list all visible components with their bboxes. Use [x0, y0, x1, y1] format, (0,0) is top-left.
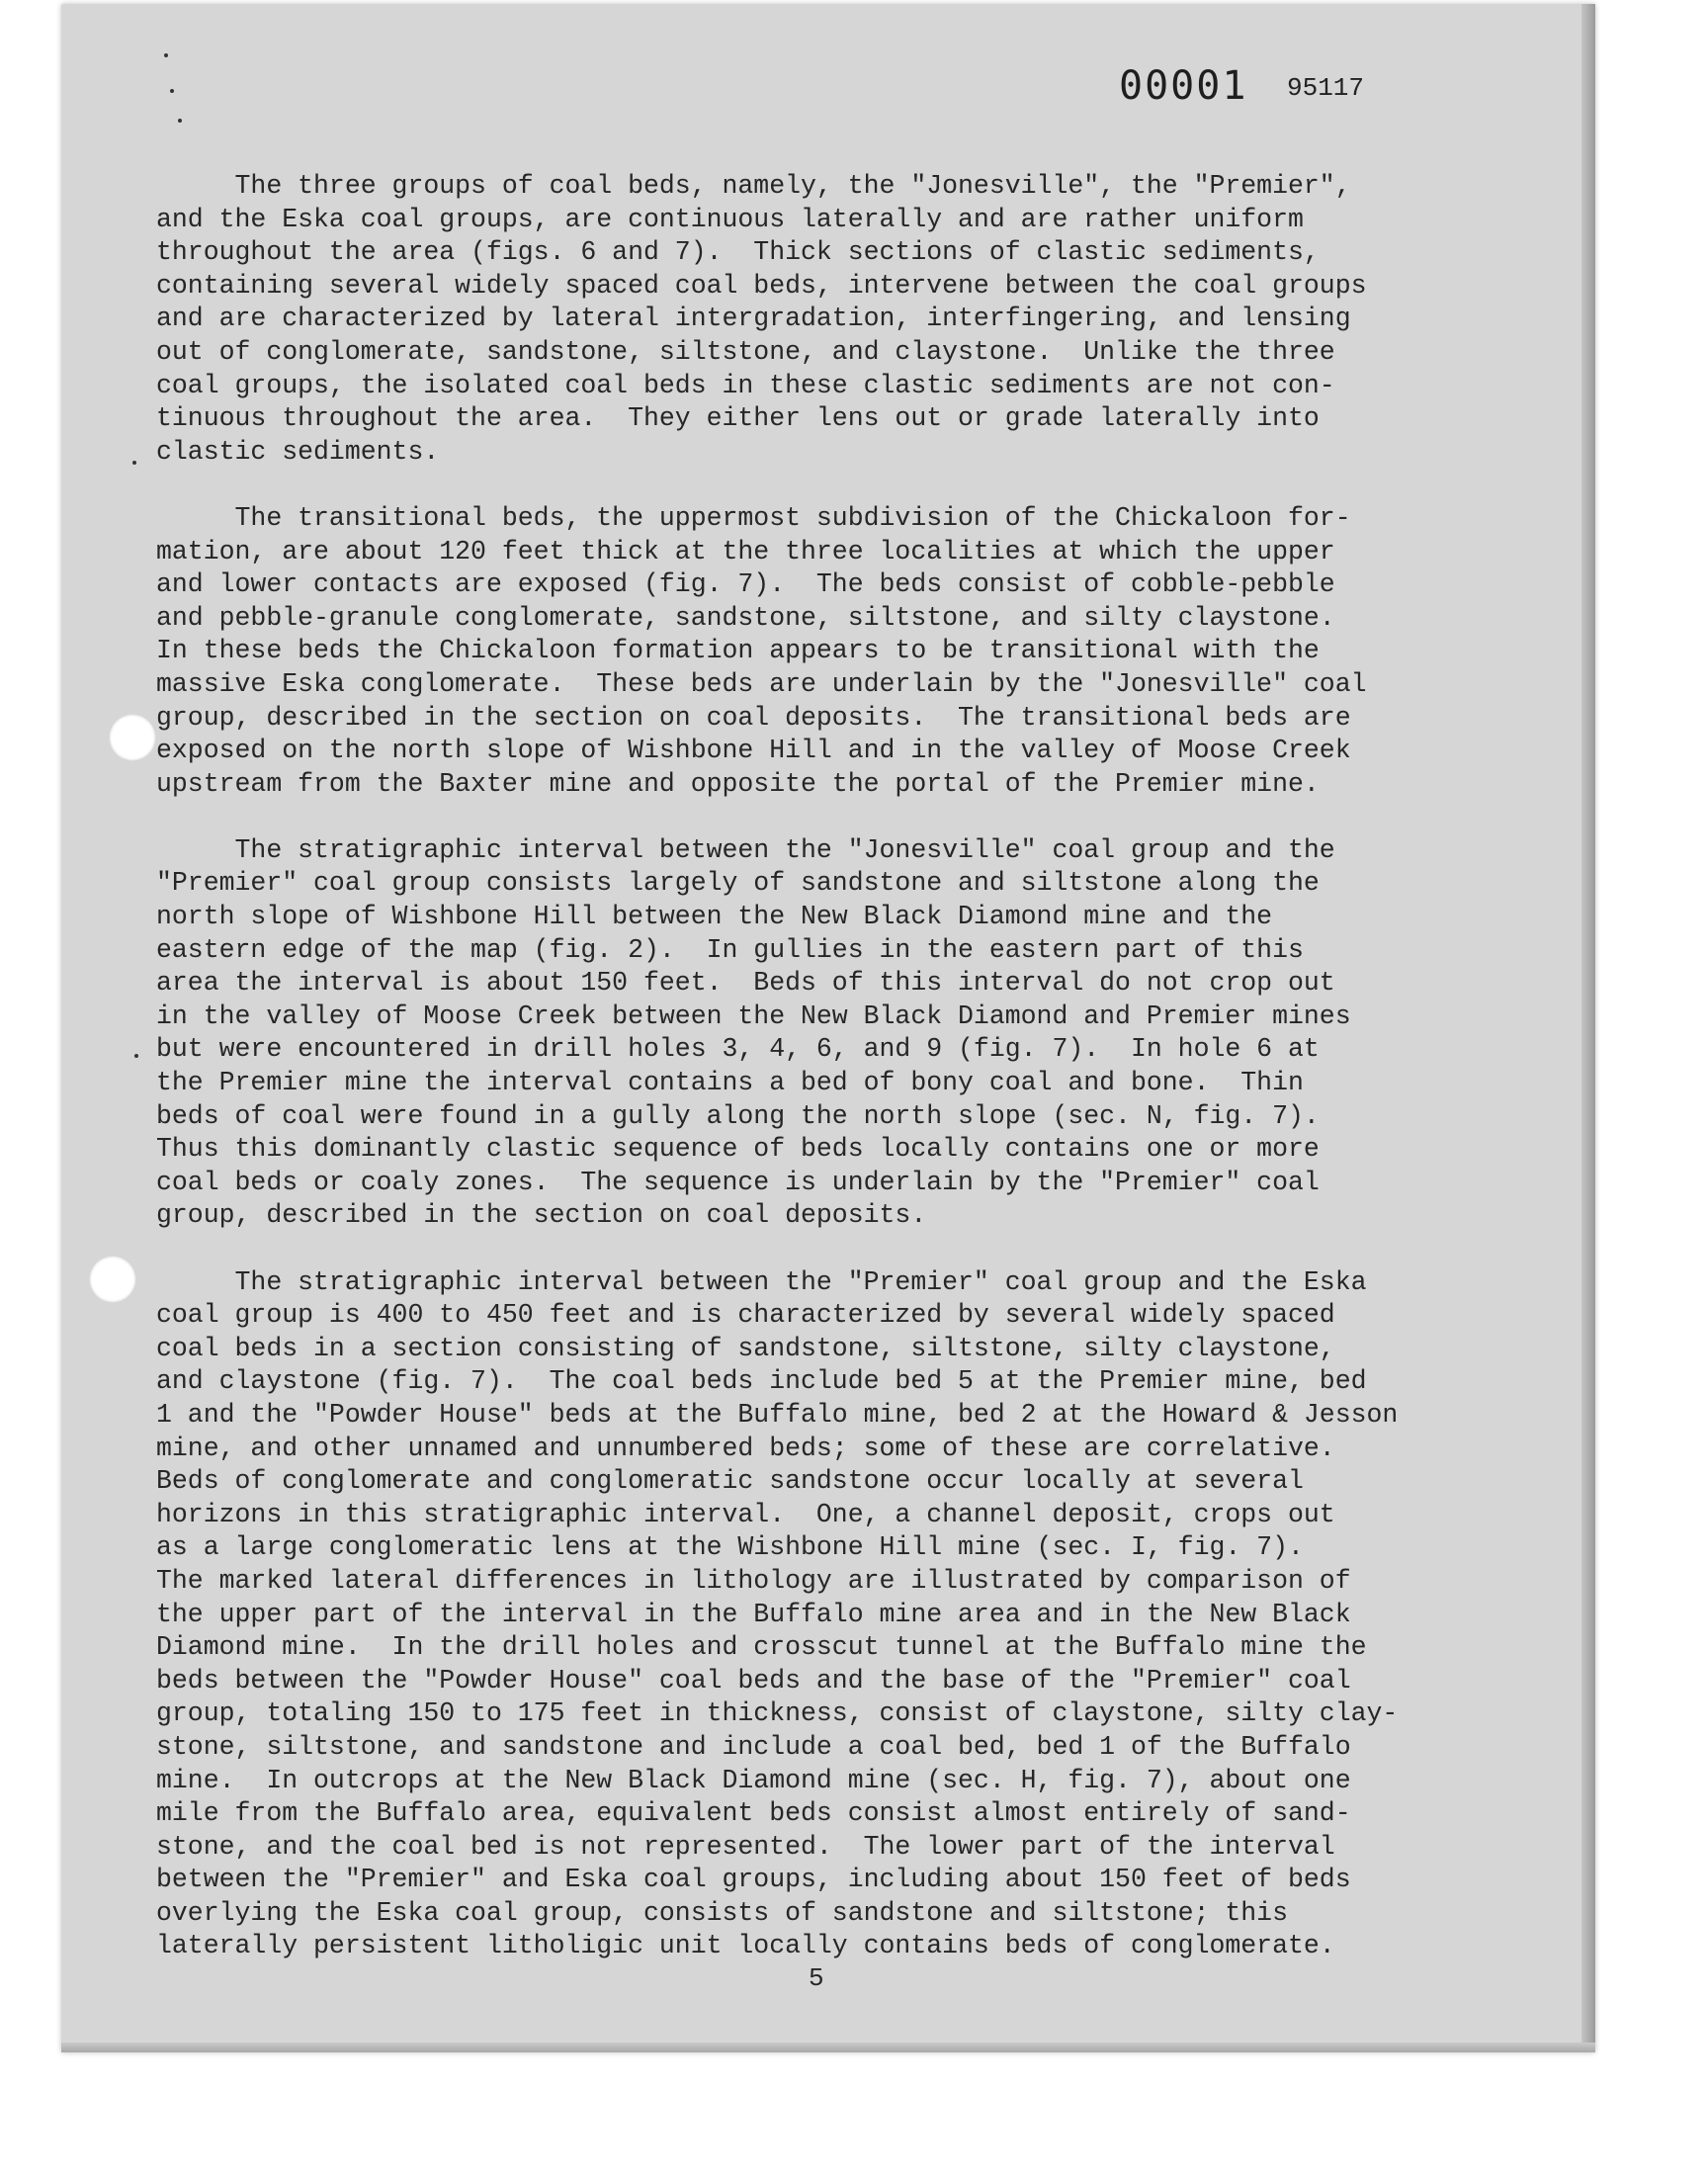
document-number: 00001	[1119, 63, 1248, 109]
scan-speck	[170, 89, 174, 93]
paragraph: The stratigraphic interval between the "Jonesville" coal group and the "Premier" coal group consists largely of sandstone and siltstone along the north slope of Wishbone Hill between the New Black Diamond mine and the eastern edge of the map (fig. 2). In gullies in the eastern part of this area the interval is about 150 feet. Beds of this interval do not crop out in the valley of Moose Creek between the New Black Diamond and Premier mines but were encountered in drill holes 3, 4, 6, and 9 (fig. 7). In hole 6 at the Premier mine the interval contains a bed of bony coal and bone. Thin beds of coal were found in a gully along the north slope (sec. N, fig. 7). Thus this dominantly clastic sequence of beds locally contains one or more coal beds or coaly zones. The sequence is underlain by the "Premier" coal group, described in the section on coal deposits.	[156, 834, 1351, 1231]
paragraph: The stratigraphic interval between the "Premier" coal group and the Eska coal group is 400 to 450 feet and is characterized by several widely spaced coal beds in a section consisting of sandstone, siltstone, silty claystone, and claystone (fig. 7). The coal beds include bed 5 at the Premier mine, bed 1 and the "Powder House" beds at the Buffalo mine, bed 2 at the Howard & Jesson mine, and other unnamed and unnumbered beds; some of these are correlative. Beds of conglomerate and conglomeratic sandstone occur locally at several horizons in this stratigraphic interval. One, a channel deposit, crops out as a large conglomeratic lens at the Wishbone Hill mine (sec. I, fig. 7). The marked lateral differences in lithology are illustrated by comparison of the upper part of the interval in the Buffalo mine area and in the New Black Diamond mine. In the drill holes and crosscut tunnel at the Buffalo mine the beds between the "Powder House" coal beds and the base of the "Premier" coal group, totaling 150 to 175 feet in thickness, consist of claystone, silty clay- stone, siltstone, and sandstone and include a coal bed, bed 1 of the Buffalo mine. In outcrops at the New Black Diamond mine (sec. H, fig. 7), about one mile from the Buffalo area, equivalent beds consist almost entirely of sand- stone, and the coal bed is not represented. The lower part of the interval between the "Premier" and Eska coal groups, including about 150 feet of beds overlying the Eska coal group, consists of sandstone and siltstone; this laterally persistent litholigic unit locally contains beds of conglomerate.	[156, 1266, 1399, 1961]
page-number: 5	[809, 1963, 824, 1993]
paragraph: The transitional beds, the uppermost subdivision of the Chickaloon for- mation, are about 120 feet thick at the three localities at which the upper and lower contacts are exposed (fig. 7). The beds consist of cobble-pebble and pebble-granule conglomerate, sandstone, siltstone, and silty claystone. In these beds the Chickaloon formation appears to be transitional with the massive Eska conglomerate. These beds are underlain by the "Jonesville" coal group, described in the section on coal deposits. The transitional beds are exposed on the north slope of Wishbone Hill and in the valley of Moose Creek upstream from the Baxter mine and opposite the portal of the Premier mine.	[156, 502, 1367, 799]
paragraph: The three groups of coal beds, namely, the "Jonesville", the "Premier", and the Eska coal groups, are continuous laterally and are rather uniform throughout the area (figs. 6 and 7). Thick sections of clastic sediments, containing several widely spaced coal beds, intervene between the coal groups and are characterized by lateral intergradation, interfingering, and lensing out of conglomerate, sandstone, siltstone, and claystone. Unlike the three coal groups, the isolated coal beds in these clastic sediments are not con- tinuous throughout the area. They either lens out or grade laterally into clastic sediments.	[156, 171, 1367, 467]
scan-speck	[132, 461, 136, 465]
punch-hole	[109, 714, 156, 761]
scan-speck	[164, 53, 168, 57]
document-number-suffix: 95117	[1287, 73, 1365, 103]
punch-hole	[89, 1256, 136, 1303]
page-bottom-edge	[61, 2043, 1595, 2052]
scan-speck	[178, 119, 182, 123]
page-edge-shadow	[1581, 4, 1595, 2052]
body-text	[156, 170, 1520, 1997]
scan-speck	[134, 1054, 138, 1058]
